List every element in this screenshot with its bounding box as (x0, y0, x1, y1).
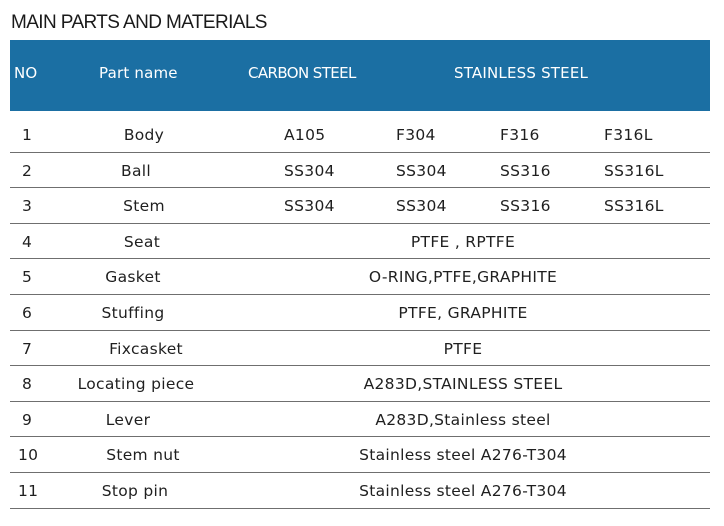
part-name: Locating piece (77, 375, 195, 394)
table-row (10, 402, 710, 438)
material-spanning: A283D,STAINLESS STEEL (363, 375, 563, 394)
header-carbon-steel: CARBON STEEL (248, 64, 356, 82)
table-row (10, 331, 710, 367)
part-name: Fixcasket (109, 339, 183, 358)
row-number: 5 (22, 268, 33, 287)
part-name: Ball (121, 161, 151, 180)
table-row (10, 473, 710, 509)
part-name: Stem (123, 197, 165, 216)
stainless-material-1: F304 (396, 126, 436, 144)
stainless-material-2: SS316 (500, 197, 551, 216)
part-name: Stop pin (101, 481, 169, 500)
table-row (10, 295, 710, 331)
table-row (10, 153, 710, 189)
table-row (10, 188, 710, 224)
part-name: Lever (105, 410, 151, 429)
material-spanning: PTFE , RPTFE (410, 232, 516, 251)
carbon-steel-material: SS304 (284, 197, 335, 216)
row-number: 1 (22, 126, 33, 144)
parts-table-body (10, 117, 710, 509)
material-spanning: Stainless steel A276-T304 (359, 446, 567, 465)
part-name: Gasket (105, 268, 161, 287)
part-name: Body (123, 126, 165, 144)
material-spanning: PTFE, GRAPHITE (398, 303, 528, 322)
material-spanning: A283D,Stainless steel (375, 410, 551, 429)
table-header (10, 40, 710, 111)
row-number: 7 (22, 339, 33, 358)
row-number: 9 (22, 410, 33, 429)
row-number: 8 (22, 375, 33, 394)
part-name: Stuffing (101, 303, 165, 322)
header-no: NO (14, 64, 38, 82)
table-row (10, 259, 710, 295)
stainless-material-3: F316L (604, 126, 653, 144)
part-name: Seat (123, 232, 161, 251)
stainless-material-1: SS304 (396, 161, 447, 180)
carbon-steel-material: SS304 (284, 161, 335, 180)
row-number: 2 (22, 161, 33, 180)
material-spanning: Stainless steel A276-T304 (359, 481, 567, 500)
stainless-material-1: SS304 (396, 197, 447, 216)
table-row (10, 224, 710, 260)
table-row (10, 437, 710, 473)
row-number: 6 (22, 303, 33, 322)
stainless-material-3: SS316L (604, 197, 664, 216)
row-number: 4 (22, 232, 33, 251)
row-number: 10 (18, 446, 39, 465)
header-part-name: Part name (99, 64, 178, 82)
carbon-steel-material: A105 (284, 126, 326, 144)
stainless-material-2: F316 (500, 126, 540, 144)
table-row (10, 117, 710, 153)
row-number: 11 (18, 481, 39, 500)
material-spanning: PTFE (443, 339, 483, 358)
header-stainless-steel: STAINLESS STEEL (454, 64, 589, 82)
page-title: MAIN PARTS AND MATERIALS (11, 12, 267, 33)
material-spanning: O-RING,PTFE,GRAPHITE (368, 268, 558, 287)
table-row (10, 366, 710, 402)
stainless-material-3: SS316L (604, 161, 664, 180)
stainless-material-2: SS316 (500, 161, 551, 180)
part-name: Stem nut (106, 446, 180, 465)
row-number: 3 (22, 197, 33, 216)
